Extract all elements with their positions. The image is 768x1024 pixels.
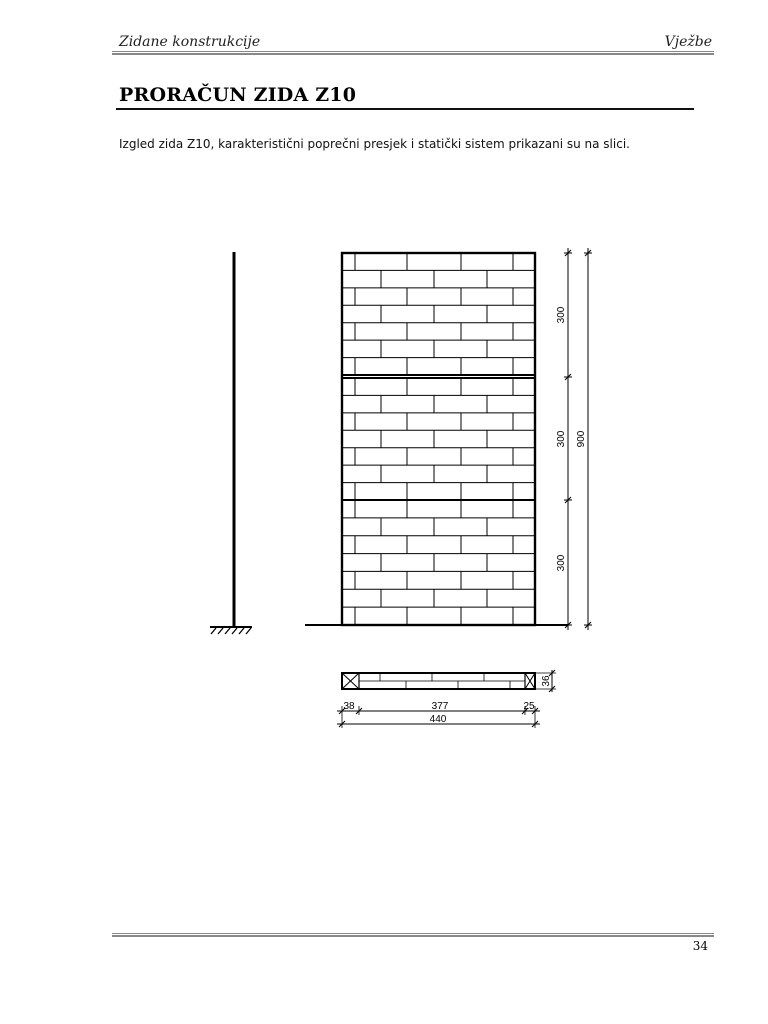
intro-paragraph: Izgled zida Z10, karakteristični poprečni presjek i statički sistem prikazani su na slici. <box>119 137 630 151</box>
dimension-width-right: 25 <box>523 701 535 712</box>
page-title: PRORAČUN ZIDA Z10 <box>119 84 357 106</box>
static-system <box>210 252 252 634</box>
header-chapter-title: Zidane konstrukcije <box>119 34 261 50</box>
footer-rule <box>112 933 714 934</box>
wall-cross-section <box>337 670 556 728</box>
dimension-section-thickness: 36 <box>541 675 552 687</box>
page-number: 34 <box>692 939 708 953</box>
dimension-storey-3: 300 <box>556 554 567 572</box>
dimension-width-left: 38 <box>343 701 355 712</box>
wall-elevation <box>342 253 535 625</box>
dimension-width-middle: 377 <box>431 701 449 712</box>
dimension-width-total: 440 <box>429 714 447 725</box>
header-section-label: Vježbe <box>664 34 712 50</box>
dimension-total-height: 900 <box>576 430 587 448</box>
dimension-storey-1: 300 <box>556 306 567 324</box>
footer-rule-thick <box>112 935 714 937</box>
dimension-storey-2: 300 <box>556 430 567 448</box>
